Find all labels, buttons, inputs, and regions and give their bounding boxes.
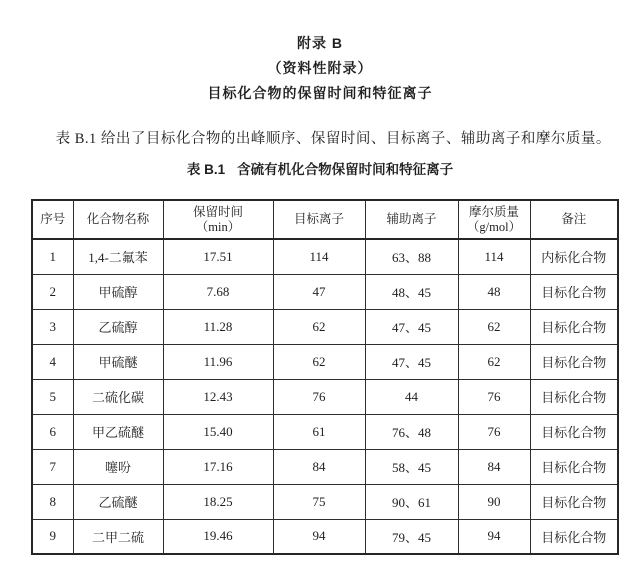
table-row [32,484,618,519]
table-cell: 7.68 [163,274,273,309]
table-cell: 17.51 [163,239,273,274]
table-caption-text: 含硫有机化合物保留时间和特征离子 [237,162,454,177]
table-cell: 1,4-二氟苯 [73,239,163,274]
table-cell: 48 [458,274,530,309]
appendix-title: 附录 B [297,35,343,51]
table-cell: 目标化合物 [530,484,618,519]
table-cell: 62 [458,309,530,344]
table-cell: 11.96 [163,344,273,379]
table-cell: 18.25 [163,484,273,519]
table-row [32,414,618,449]
table-cell: 90 [458,484,530,519]
intro-paragraph: 表 B.1 给出了目标化合物的出峰顺序、保留时间、目标离子、辅助离子和摩尔质量。 [55,131,611,147]
table-cell: 目标化合物 [530,414,618,449]
table-row [32,274,618,309]
table-cell: 甲硫醚 [73,344,163,379]
table-cell: 4 [32,344,73,379]
table-cell: 内标化合物 [530,239,618,274]
table-cell: 二硫化碳 [73,379,163,414]
table-cell: 76 [458,414,530,449]
table-cell: 甲硫醇 [73,274,163,309]
table-cell: 5 [32,379,73,414]
table-cell: 94 [458,519,530,554]
table-caption [0,162,640,178]
table-cell: 7 [32,449,73,484]
table-cell: 目标化合物 [530,449,618,484]
appendix-heading: 目标化合物的保留时间和特征离子 [207,85,433,101]
table-cell: 58、45 [365,449,458,484]
table-cell: 62 [458,344,530,379]
table-cell: 76、48 [365,414,458,449]
table-cell: 114 [273,239,365,274]
table-cell: 47 [273,274,365,309]
compound-table [31,199,619,555]
column-header-retention-time: 保留时间 （min） [163,200,273,239]
table-cell: 94 [273,519,365,554]
table-cell: 15.40 [163,414,273,449]
table-cell: 12.43 [163,379,273,414]
column-header-auxiliary-ion: 辅助离子 [365,200,458,239]
table-cell: 84 [273,449,365,484]
table-cell: 90、61 [365,484,458,519]
column-header-index: 序号 [32,200,73,239]
table-cell: 76 [458,379,530,414]
column-header-compound-name: 化合物名称 [73,200,163,239]
table-header-row [32,200,618,239]
table-cell: 19.46 [163,519,273,554]
column-header-remarks: 备注 [530,200,618,239]
table-cell: 17.16 [163,449,273,484]
table-cell: 62 [273,309,365,344]
table-cell: 8 [32,484,73,519]
table-cell: 乙硫醚 [73,484,163,519]
table-cell: 3 [32,309,73,344]
table-row [32,239,618,274]
table-cell: 二甲二硫 [73,519,163,554]
appendix-subtitle: （资料性附录） [267,60,373,76]
table-cell: 76 [273,379,365,414]
table-cell: 47、45 [365,309,458,344]
table-cell: 目标化合物 [530,344,618,379]
table-cell: 47、45 [365,344,458,379]
table-cell: 目标化合物 [530,519,618,554]
table-cell: 目标化合物 [530,309,618,344]
table-cell: 44 [365,379,458,414]
table-cell: 11.28 [163,309,273,344]
table-cell: 2 [32,274,73,309]
table-cell: 75 [273,484,365,519]
table-row [32,519,618,554]
table-row [32,309,618,344]
table-cell: 61 [273,414,365,449]
table-cell: 噻吩 [73,449,163,484]
table-cell: 79、45 [365,519,458,554]
table-row [32,344,618,379]
table-cell: 62 [273,344,365,379]
table-cell: 1 [32,239,73,274]
column-header-target-ion: 目标离子 [273,200,365,239]
table-cell: 目标化合物 [530,274,618,309]
table-cell: 84 [458,449,530,484]
table-row [32,379,618,414]
table-cell: 乙硫醇 [73,309,163,344]
table-cell: 甲乙硫醚 [73,414,163,449]
table-cell: 114 [458,239,530,274]
table-cell: 48、45 [365,274,458,309]
column-header-molar-mass: 摩尔质量 （g/mol） [458,200,530,239]
table-cell: 9 [32,519,73,554]
table-cell: 63、88 [365,239,458,274]
table-cell: 目标化合物 [530,379,618,414]
table-cell: 6 [32,414,73,449]
table-row [32,449,618,484]
table-caption-label: 表 B.1 [186,162,226,177]
